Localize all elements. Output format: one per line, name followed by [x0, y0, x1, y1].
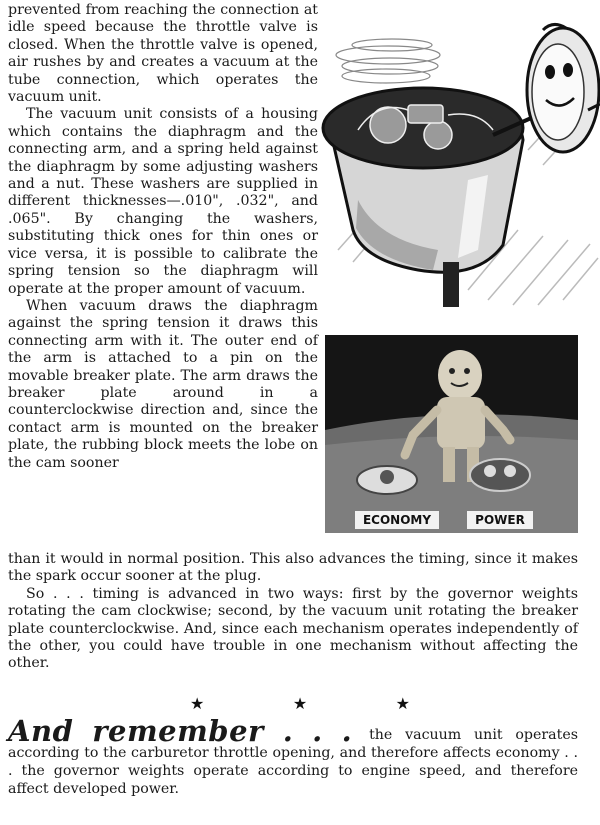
full-width-text [8, 551, 578, 673]
housing-stem [443, 262, 459, 307]
vacuum-unit-drawing [318, 0, 600, 322]
paragraph-5: So . . . timing is advanced in two ways: first by the governor weights rotating the cam clockwise; second, by the vacuum unit rotating the breaker plate counterclockwise. And, since each mechanism operates independently of the other, you could have trouble in one mechanism without affecting the other. [8, 585, 578, 672]
photo-scene [325, 335, 578, 533]
star-icon: ★ [190, 694, 205, 713]
caption-power: POWER [467, 511, 533, 529]
remember-text: the vacuum unit operates according to the carburetor throttle opening, and therefore affects economy . . . the governor weights operate according to engine speed, and therefore affect developed power. [8, 727, 578, 797]
paragraph-2: The vacuum unit consists of a housing which contains the diaphragm and the connecting arm, and a spring held against the diaphragm by some adjusting washers and a nut. These washers are supplied in different thicknesses—.010", .032", and .065". By changing the washers, substituting thick ones for thin ones or vice versa, it is possible to calibrate the spring tension so the diaphragm will operate at the proper amount of vacuum. [8, 106, 318, 297]
star-icon: ★ [395, 694, 410, 713]
caption-economy: ECONOMY [355, 511, 439, 529]
economy-power-photo [325, 335, 578, 533]
paragraph-1: prevented from reaching the connection at idle speed because the throttle valve is closed. When the throttle valve is opened, air rushes by and creates a vacuum at the tube connection, which operates the vacuum unit. [8, 2, 318, 106]
air-swirl [336, 39, 440, 83]
star-icon: ★ [292, 694, 308, 713]
paragraph-4: than it would in normal position. This also advances the timing, since it makes the spark occur sooner at the plug. [8, 551, 578, 585]
robot-body [437, 397, 485, 449]
remember-note [8, 714, 578, 798]
robot-head [438, 350, 482, 400]
column-text [8, 2, 318, 472]
vacuum-unit-illustration [318, 0, 600, 322]
paragraph-3: When vacuum draws the diaphragm against the spring tension it draws this connecting arm with it. The outer end of the arm is attached to a pin on the movable breaker plate. The arm draws the breaker plate around in a counterclockwise direction and, since the contact arm is mounted on the breaker plate, the rubbing block meets the lobe on the cam sooner [8, 297, 318, 471]
star-separator [190, 694, 410, 714]
remember-lead: And remember . . . [8, 714, 353, 748]
housing-opening [323, 88, 523, 168]
power-mechanism [470, 459, 530, 491]
